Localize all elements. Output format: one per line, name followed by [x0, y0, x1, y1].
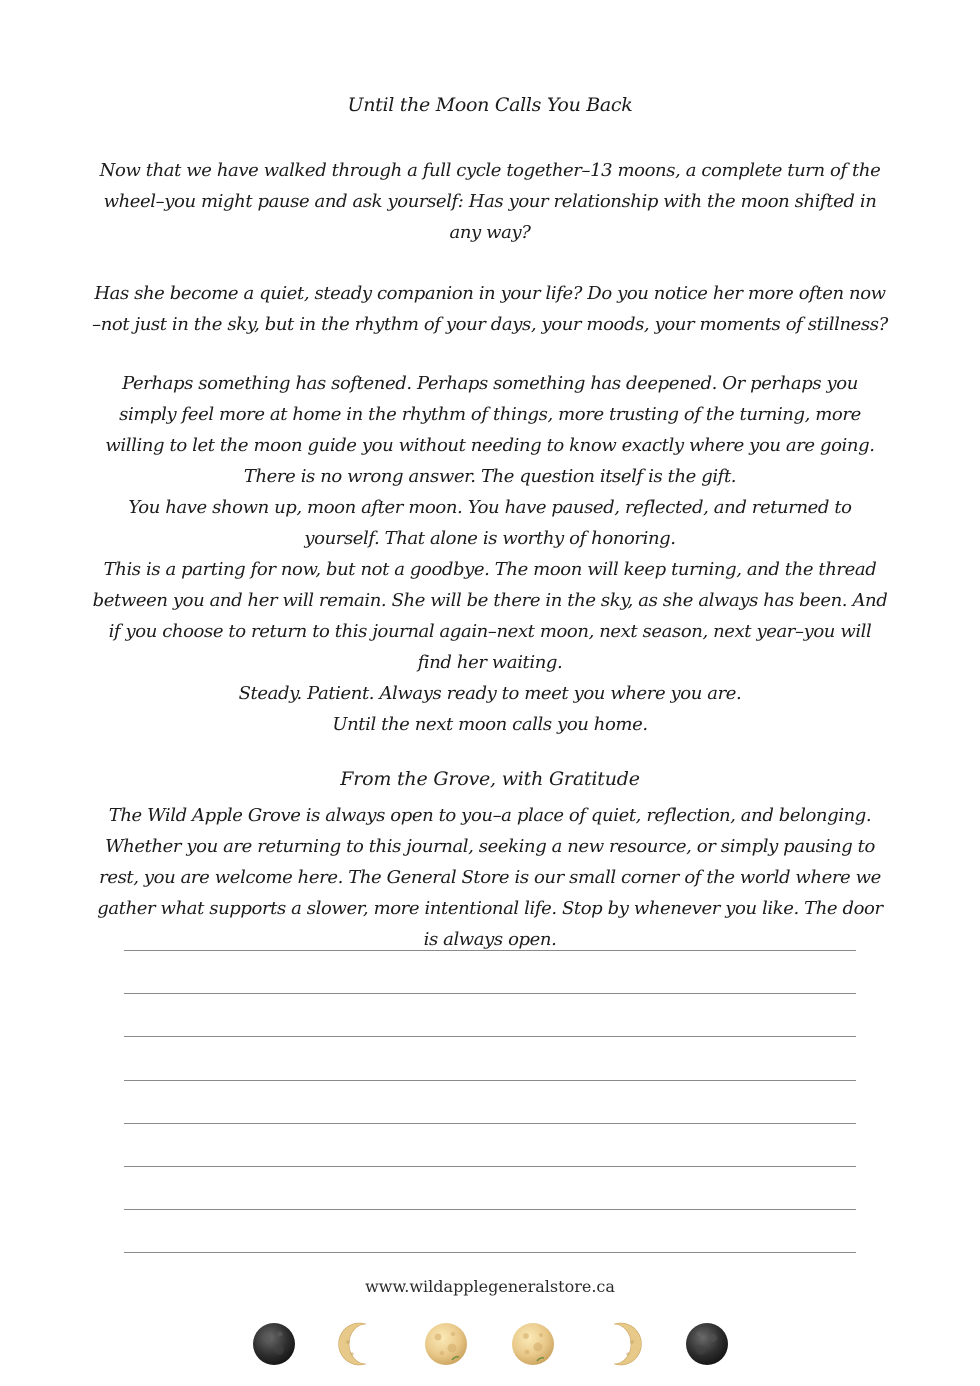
paragraph-line: –not just in the sky, but in the rhythm of your days, your moods, your moments of stillness? [92, 314, 888, 335]
writing-line [124, 1036, 856, 1037]
writing-line [124, 1123, 856, 1124]
writing-line [124, 1080, 856, 1081]
full-moon-icon [422, 1320, 470, 1368]
writing-line [124, 993, 856, 994]
paragraph-line: Until the next moon calls you home. [332, 714, 648, 735]
paragraph-line: wheel–you might pause and ask yourself: Has your relationship with the moon shifted in [103, 191, 877, 212]
writing-line [124, 950, 856, 951]
paragraph-line: yourself. That alone is worthy of honoring. [304, 528, 676, 549]
paragraph-line: Now that we have walked through a full cycle together–13 moons, a complete turn of the [99, 160, 881, 181]
paragraph-line: find her waiting. [417, 652, 563, 673]
paragraph-line: willing to let the moon guide you without needing to know exactly where you are going. [105, 435, 875, 456]
waxing-crescent-icon [336, 1320, 384, 1368]
grove-line: Whether you are returning to this journal, seeking a new resource, or simply pausing to [105, 836, 875, 857]
moon-phase-row [0, 1320, 980, 1370]
section-title: From the Grove, with Gratitude [340, 768, 640, 790]
writing-line [124, 1252, 856, 1253]
paragraph-line: You have shown up, moon after moon. You have paused, reflected, and returned to [128, 497, 852, 518]
paragraph-line: simply feel more at home in the rhythm of things, more trusting of the turning, more [119, 404, 861, 425]
paragraph-line: There is no wrong answer. The question itself is the gift. [243, 466, 737, 487]
paragraph-line: Steady. Patient. Always ready to meet you where you are. [238, 683, 742, 704]
writing-line [124, 1209, 856, 1210]
paragraph-line: between you and her will remain. She will be there in the sky, as she always has been. And [92, 590, 888, 611]
new-moon-icon [683, 1320, 731, 1368]
paragraph-line: This is a parting for now, but not a goodbye. The moon will keep turning, and the thread [103, 559, 877, 580]
grove-line: The Wild Apple Grove is always open to you–a place of quiet, reflection, and belonging. [108, 805, 872, 826]
grove-line: gather what supports a slower, more intentional life. Stop by whenever you like. The door [97, 898, 883, 919]
paragraph-line: Perhaps something has softened. Perhaps something has deepened. Or perhaps you [122, 373, 858, 394]
grove-line: is always open. [423, 929, 557, 950]
page-title: Until the Moon Calls You Back [347, 94, 633, 116]
paragraph-line: any way? [449, 222, 531, 243]
new-moon-icon [250, 1320, 298, 1368]
footer-url: www.wildapplegeneralstore.ca [365, 1277, 615, 1296]
grove-line: rest, you are welcome here. The General Store is our small corner of the world where we [99, 867, 881, 888]
full-moon-icon [509, 1320, 557, 1368]
paragraph-line: if you choose to return to this journal again–next moon, next season, next year–you will [108, 621, 872, 642]
waning-crescent-icon [596, 1320, 644, 1368]
writing-line [124, 1166, 856, 1167]
paragraph-line: Has she become a quiet, steady companion in your life? Do you notice her more often now [94, 283, 886, 304]
